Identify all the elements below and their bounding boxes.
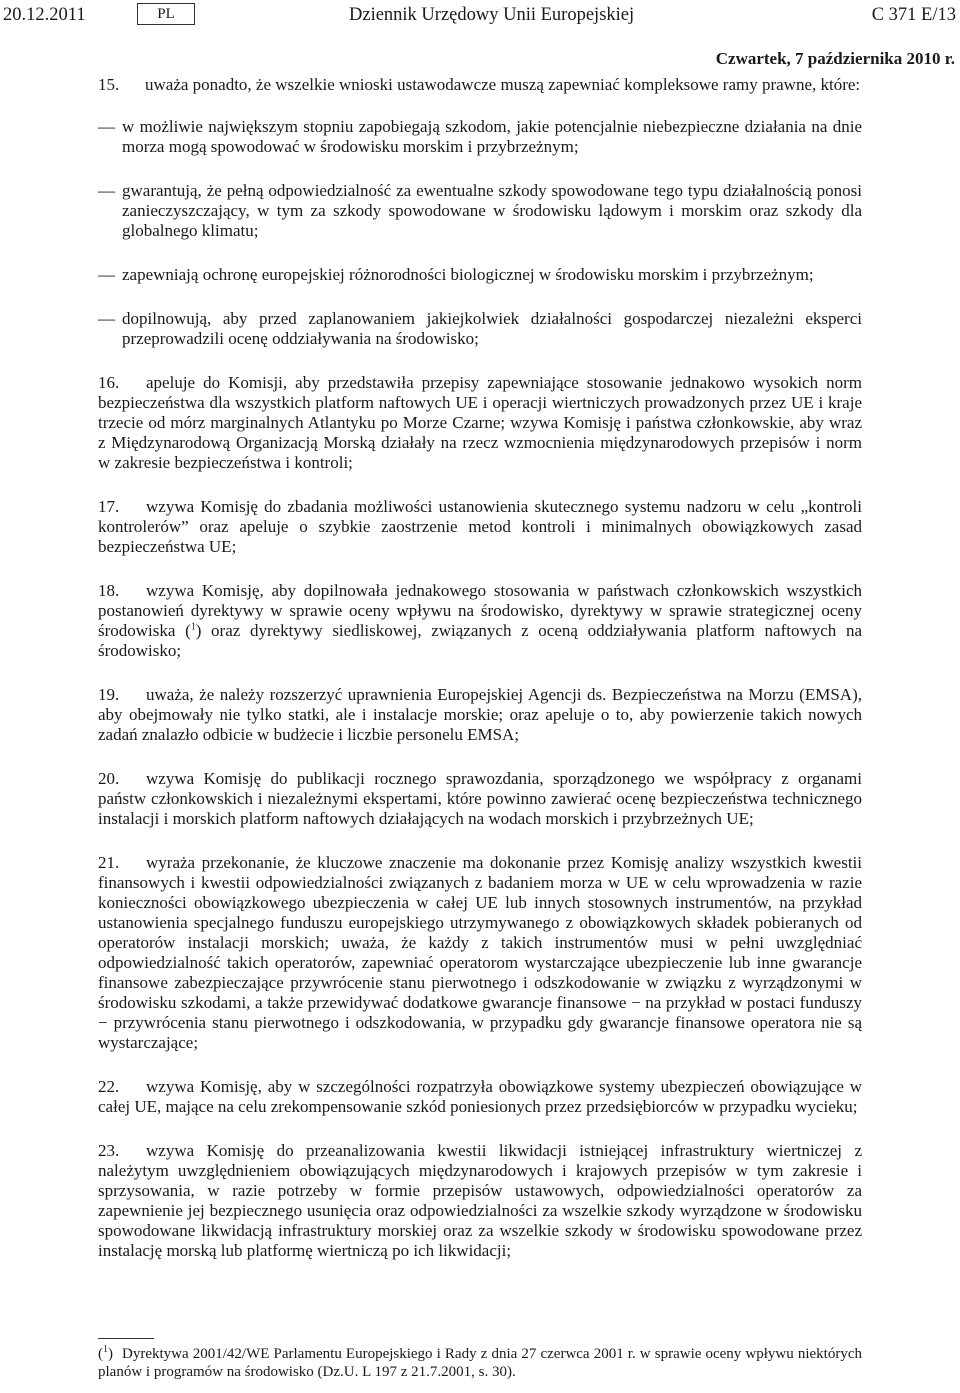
document-body: [98, 75, 862, 1285]
paragraph-15: [98, 75, 862, 95]
footnote: [98, 1345, 862, 1381]
footnote-marker-close: ): [108, 1346, 113, 1362]
dash-bullet: —: [98, 117, 115, 136]
paragraph-text: uważa ponadto, że wszelkie wnioski ustawodawcze muszą zapewniać kompleksowe ramy prawne, które:: [145, 75, 861, 94]
page-reference: C 371 E/13: [871, 5, 956, 25]
dash-list-item: [98, 265, 862, 285]
paragraph-text: wzywa Komisję do zbadania możliwości ustanowienia skutecznego systemu nadzoru w celu „kontroli kontrolerów” oraz apeluje o szybkie zaostrzenie metod kontroli i minimalnych obowiązkowych zasad bezpieczeństwa UE;: [98, 497, 862, 556]
list-item-text: dopilnowują, aby przed zaplanowaniem jakiejkolwiek działalności gospodarczej niezależni eksperci przeprowadzili ocenę oddziaływania na środowisko;: [122, 309, 862, 348]
paragraph-number: 16.: [98, 373, 120, 392]
footnote-marker-open: (: [98, 1346, 103, 1362]
paragraph-21: [98, 853, 862, 1053]
list-item-text: gwarantują, że pełną odpowiedzialność za ewentualne szkody spowodowane tego typu działalnością ponosi zanieczyszczający, w tym za szkody spowodowane w środowisku lądowym i morskim oraz szkody dla globalnego klimatu;: [122, 181, 862, 240]
paragraph-number: 18.: [98, 581, 120, 600]
list-item-text: zapewniają ochronę europejskiej różnorodności biologicznej w środowisku morskim i przybrzeżnym;: [122, 265, 814, 284]
paragraph-number: 19.: [98, 685, 120, 704]
language-code-box: PL: [137, 3, 195, 25]
footnote-text: Dyrektywa 2001/42/WE Parlamentu Europejskiego i Rady z dnia 27 czerwca 2001 r. w sprawie oceny wpływu niektórych planów i programów na środowisko (Dz.U. L 197 z 21.7.2001, s. 30).: [98, 1346, 862, 1380]
footnote-marker: [98, 1345, 122, 1363]
dash-bullet: —: [98, 265, 115, 284]
footnote-reference[interactable]: 1: [190, 621, 196, 633]
paragraph-number: 23.: [98, 1141, 120, 1160]
page-header: [0, 3, 960, 29]
paragraph-number: 20.: [98, 769, 120, 788]
paragraph-19: [98, 685, 862, 745]
paragraph-number: 17.: [98, 497, 120, 516]
paragraph-16: [98, 373, 862, 473]
paragraph-text: wzywa Komisję, aby w szczególności rozpatrzyła obowiązkowe systemy ubezpieczeń obowiązujące w całej UE, mające na celu zrekompensowanie szkód poniesionych przez przedsiębiorców w przypadku wycieku;: [98, 1077, 862, 1116]
paragraph-20: [98, 769, 862, 829]
publication-date: 20.12.2011: [3, 5, 86, 25]
list-item-text: w możliwie największym stopniu zapobiegają szkodom, jakie potencjalnie niebezpieczne działania na dnie morza mogą spowodować w środowisku morskim i przybrzeżnym;: [122, 117, 862, 156]
paragraph-17: [98, 497, 862, 557]
paragraph-number: 21.: [98, 853, 120, 872]
paragraph-18: [98, 581, 862, 661]
paragraph-text: uważa, że należy rozszerzyć uprawnienia Europejskiej Agencji ds. Bezpieczeństwa na Morzu (EMSA), aby obejmowały nie tylko statki, ale i instalacje morskie; oraz apeluje o to, aby powierzenie takich nowych zadań znalazło odbicie w budżecie i liczbie personelu EMSA;: [98, 685, 862, 744]
sitting-date: Czwartek, 7 października 2010 r.: [715, 49, 955, 68]
footnote-marker-number: 1: [103, 1344, 108, 1355]
paragraph-text: wzywa Komisję, aby dopilnowała jednakowego stosowania w państwach członkowskich wszystkich postanowień dyrektywy w sprawie oceny wpływu na środowisko, dyrektywy w sprawie strategicznej oceny środowiska (: [98, 581, 862, 640]
footnote-divider: [98, 1338, 154, 1339]
paragraph-text-continued: ) oraz dyrektywy siedliskowej, związanych z oceną oddziaływania platform naftowych na środowisko;: [98, 621, 862, 660]
journal-title: Dziennik Urzędowy Unii Europejskiej: [349, 5, 635, 25]
dash-list-item: [98, 117, 862, 157]
dash-list-item: [98, 309, 862, 349]
paragraph-text: apeluje do Komisji, aby przedstawiła przepisy zapewniające stosowanie jednakowo wysokich norm bezpieczeństwa dla wszystkich platform naftowych UE i operacji wiertniczych prowadzonych przez UE i kraje trzecie od mórz marginalnych Atlantyku po Morze Czarne; wzywa Komisję i państwa członkowskie, aby wraz z Międzynarodową Organizacją Morską działały na rzecz wzmocnienia międzynarodowych przepisów i norm w zakresie bezpieczeństwa i kontroli;: [98, 373, 862, 472]
paragraph-text: wzywa Komisję do publikacji rocznego sprawozdania, sporządzonego we współpracy z organami państw członkowskich i niezależnymi ekspertami, które powinno zawierać ocenę bezpieczeństwa technicznego instalacji i morskich platform naftowych działających na wodach morskich i przybrzeżnych UE;: [98, 769, 862, 828]
dash-bullet: —: [98, 181, 115, 200]
dash-list-item: [98, 181, 862, 241]
paragraph-text: wyraża przekonanie, że kluczowe znaczenie ma dokonanie przez Komisję analizy wszystkich kwestii finansowych i kwestii odpowiedzialności związanych z badaniem morza w UE w celu wprowadzenia w razie konieczności obowiązkowego ubezpieczenia w całej UE lub innych stosownych instrumentów, na przykład ustanowienia specjalnego funduszu europejskiego utrzymywanego z obowiązkowych składek pobieranych od operatorów instalacji morskich; uważa, że każdy z takich instrumentów musi w pełni uwzględniać odpowiedzialność takich operatorów, zapewniać operatorom wystarczające ubezpieczenie lub inne gwarancje finansowe zabezpieczające przywrócenie stanu pierwotnego i odszkodowanie w związku z wyrządzonymi w środowisku szkodami, a także przewidywać dodatkowe gwarancje finansowe − na przykład w postaci funduszy − przywrócenia stanu pierwotnego i odszkodowania, w przypadku gdy gwarancje finansowe operatora nie są wystarczające;: [98, 853, 862, 1052]
paragraph-23: [98, 1141, 862, 1261]
paragraph-22: [98, 1077, 862, 1117]
paragraph-number: 22.: [98, 1077, 120, 1096]
paragraph-number: 15.: [98, 75, 120, 94]
paragraph-text: wzywa Komisję do przeanalizowania kwestii likwidacji istniejącej infrastruktury wiertniczej z należytym uwzględnieniem obowiązujących międzynarodowych i krajowych przepisów w tym zakresie i sprzysowania, w razie potrzeby w formie przepisów ustawowych, odpowiedzialności operatorów za zapewnienie jej bezpiecznego usunięcia oraz odpowiedzialności za wszelkie szkody wyrządzone w środowisku spowodowane likwidacją infrastruktury morskiej oraz za wszelkie szkody w środowisku spowodowane przez instalację morską lub platformę wiertniczą po ich likwidacji;: [98, 1141, 862, 1260]
dash-bullet: —: [98, 309, 115, 328]
